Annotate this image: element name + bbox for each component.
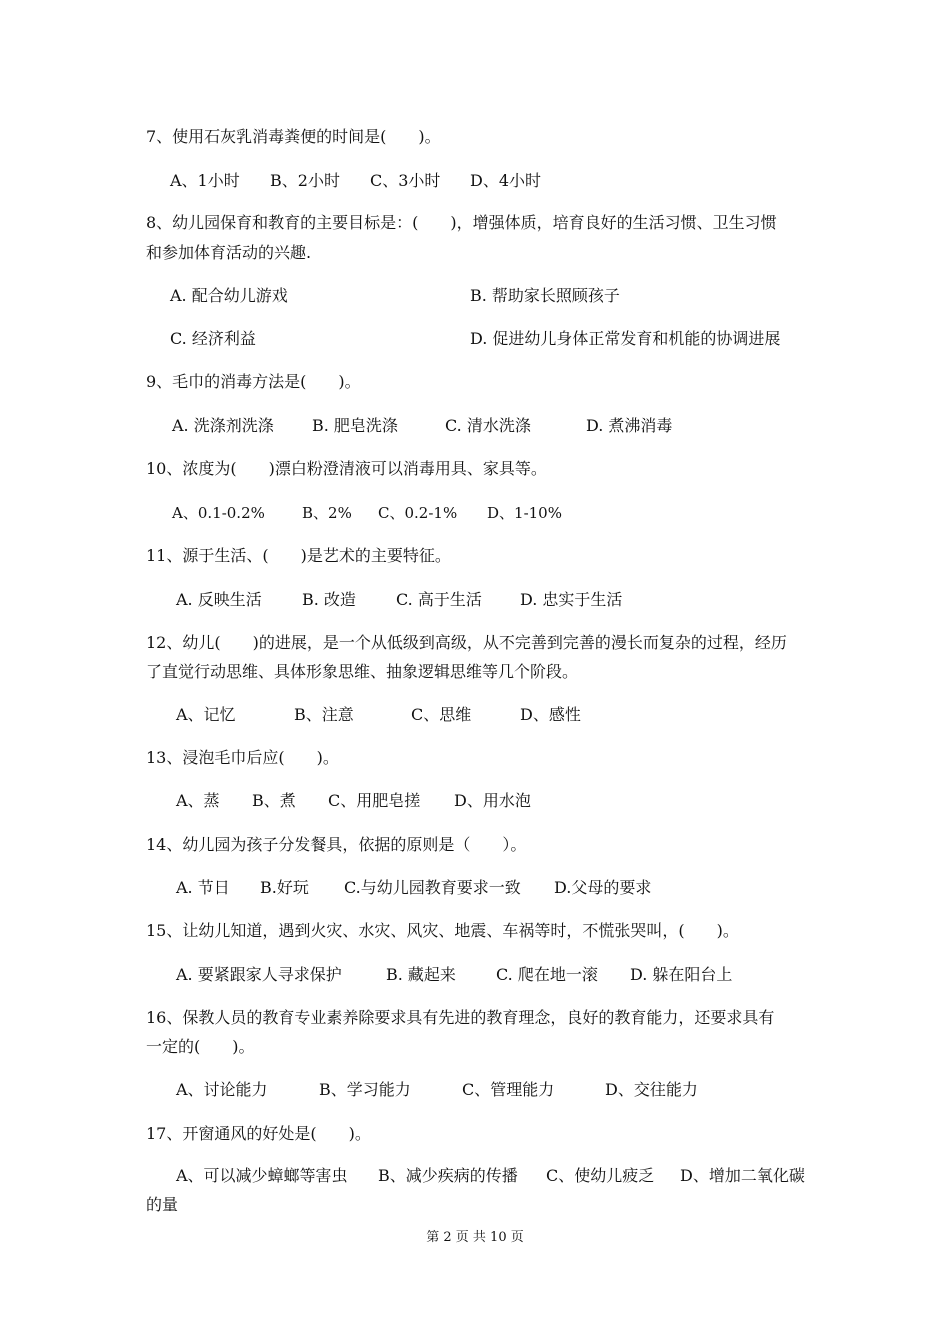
question-7-option-c: C、3小时 xyxy=(370,171,441,190)
question-17-option-b: B、减少疾病的传播 xyxy=(378,1166,518,1185)
question-10-option-d: D、1-10% xyxy=(487,504,562,522)
question-8-text-line-2: 和参加体育活动的兴趣. xyxy=(146,243,312,262)
question-9-option-c: C. 清水洗涤 xyxy=(445,416,531,435)
question-8-option-b: B. 帮助家长照顾孩子 xyxy=(470,286,620,305)
question-14-option-b: B.好玩 xyxy=(260,878,309,897)
question-12-text-line-1: 12、幼儿( )的进展，是一个从低级到高级，从不完善到完善的漫长而复杂的过程，经历 xyxy=(146,633,787,652)
question-17-option-a: A、可以减少蟑螂等害虫 xyxy=(176,1166,348,1185)
question-16-text-line-1: 16、保教人员的教育专业素养除要求具有先进的教育理念，良好的教育能力，还要求具有 xyxy=(146,1008,775,1027)
question-12-text-line-2: 了直觉行动思维、具体形象思维、抽象逻辑思维等几个阶段。 xyxy=(146,662,579,681)
question-15-text: 15、让幼儿知道，遇到火灾、水灾、风灾、地震、车祸等时，不慌张哭叫，( )。 xyxy=(146,921,739,940)
question-13-text: 13、浸泡毛巾后应( )。 xyxy=(146,748,339,767)
question-15-option-c: C. 爬在地一滚 xyxy=(496,965,598,984)
question-16-option-a: A、讨论能力 xyxy=(176,1080,268,1099)
question-7-option-d: D、4小时 xyxy=(470,171,542,190)
question-9-text: 9、毛巾的消毒方法是( )。 xyxy=(146,372,361,391)
question-8-text-line-1: 8、幼儿园保育和教育的主要目标是：( )，增强体质，培育良好的生活习惯、卫生习惯 xyxy=(146,213,777,232)
question-7-text: 7、使用石灰乳消毒粪便的时间是( )。 xyxy=(146,127,441,146)
question-14-option-d: D.父母的要求 xyxy=(554,878,652,897)
question-16-text-line-2: 一定的( )。 xyxy=(146,1037,255,1056)
question-11-option-b: B. 改造 xyxy=(302,590,356,609)
question-16-option-b: B、学习能力 xyxy=(319,1080,411,1099)
question-8-option-a: A. 配合幼儿游戏 xyxy=(170,286,288,305)
question-14-option-a: A. 节日 xyxy=(176,878,230,897)
question-7-option-b: B、2小时 xyxy=(270,171,340,190)
question-12-option-d: D、感性 xyxy=(520,705,581,724)
question-16-option-d: D、交往能力 xyxy=(605,1080,698,1099)
question-11-option-c: C. 高于生活 xyxy=(396,590,482,609)
question-13-option-c: C、用肥皂搓 xyxy=(328,791,421,810)
question-15-option-b: B. 藏起来 xyxy=(386,965,456,984)
question-8-option-c: C. 经济利益 xyxy=(170,329,256,348)
question-9-option-a: A. 洗涤剂洗涤 xyxy=(172,416,274,435)
question-17-text: 17、开窗通风的好处是( )。 xyxy=(146,1124,371,1143)
question-12-option-a: A、记忆 xyxy=(176,705,236,724)
question-13-option-a: A、蒸 xyxy=(176,791,220,810)
question-7-option-a: A、1小时 xyxy=(170,171,240,190)
question-13-option-b: B、煮 xyxy=(252,791,296,810)
question-15-option-a: A. 要紧跟家人寻求保护 xyxy=(176,965,342,984)
question-10-text: 10、浓度为( )漂白粉澄清液可以消毒用具、家具等。 xyxy=(146,459,547,478)
question-12-option-b: B、注意 xyxy=(294,705,354,724)
question-17-option-c: C、使幼儿疲乏 xyxy=(546,1166,655,1185)
question-13-option-d: D、用水泡 xyxy=(454,791,531,810)
question-9-option-d: D. 煮沸消毒 xyxy=(586,416,673,435)
question-8-option-d: D. 促进幼儿身体正常发育和机能的协调进展 xyxy=(470,329,781,348)
question-17-option-d-continuation: 的量 xyxy=(146,1195,179,1214)
question-10-option-b: B、2% xyxy=(302,504,352,522)
question-14-text: 14、幼儿园为孩子分发餐具，依据的原则是（ ）。 xyxy=(146,835,527,854)
question-11-text: 11、源于生活、( )是艺术的主要特征。 xyxy=(146,546,451,565)
question-12-option-c: C、思维 xyxy=(411,705,472,724)
question-15-option-d: D. 躲在阳台上 xyxy=(630,965,733,984)
question-9-option-b: B. 肥皂洗涤 xyxy=(312,416,398,435)
question-10-option-c: C、0.2-1% xyxy=(378,504,458,522)
question-11-option-a: A. 反映生活 xyxy=(176,590,262,609)
question-10-option-a: A、0.1-0.2% xyxy=(172,504,265,522)
question-16-option-c: C、管理能力 xyxy=(462,1080,555,1099)
question-14-option-c: C.与幼儿园教育要求一致 xyxy=(344,878,521,897)
page-number-footer: 第 2 页 共 10 页 xyxy=(426,1230,524,1245)
question-11-option-d: D. 忠实于生活 xyxy=(520,590,623,609)
question-17-option-d: D、增加二氧化碳 xyxy=(680,1166,805,1185)
